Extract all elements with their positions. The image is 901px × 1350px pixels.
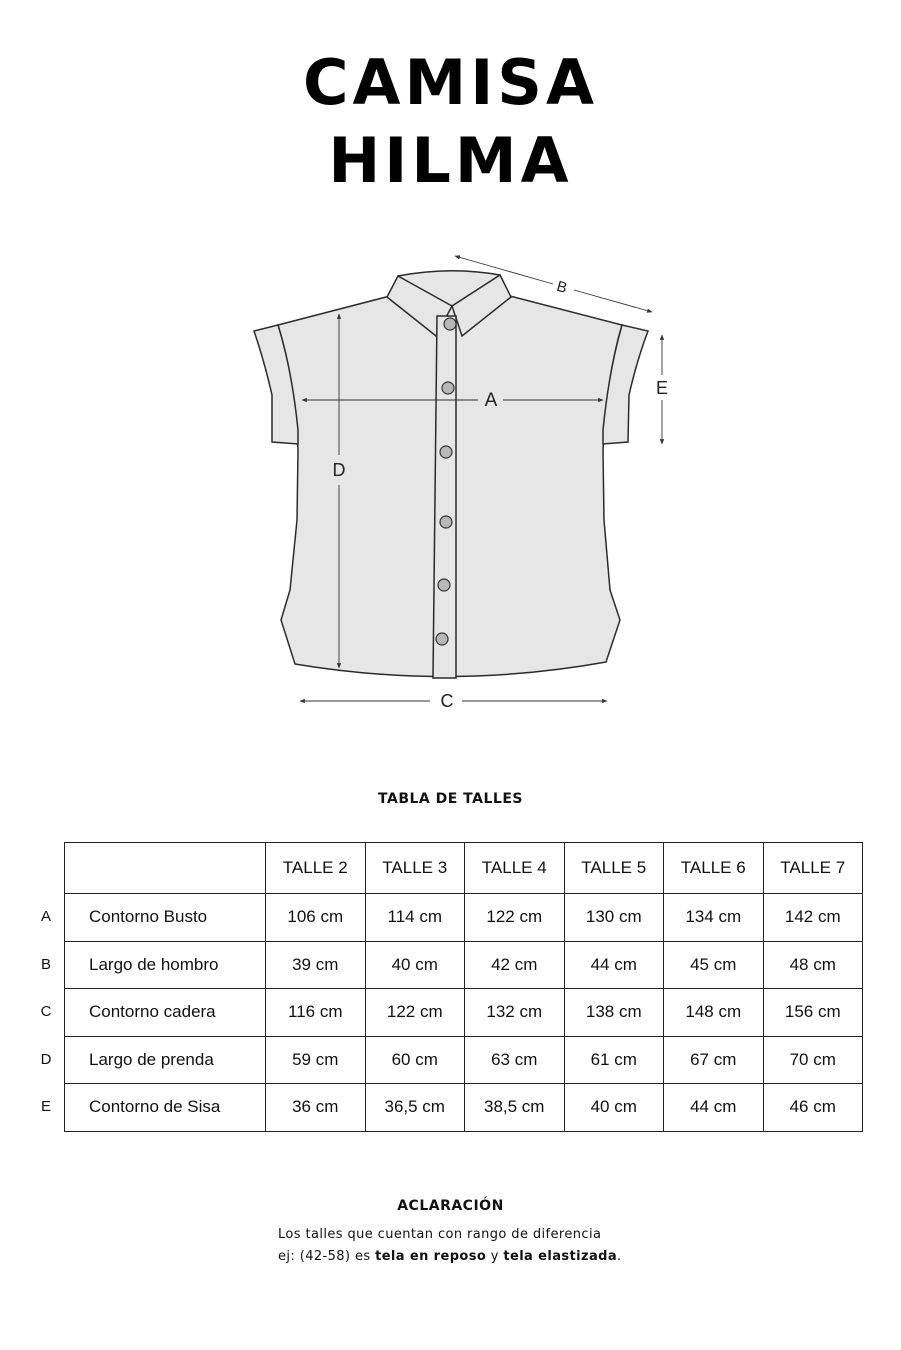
label-b: B <box>554 277 570 298</box>
row-letters <box>36 893 56 1131</box>
table-cell: 44 cm <box>664 1084 764 1132</box>
table-cell: 70 cm <box>763 1036 863 1084</box>
button <box>440 446 452 458</box>
label-c: C <box>440 691 454 711</box>
row-label: Largo de hombro <box>65 941 266 989</box>
note-suffix: . <box>617 1249 622 1264</box>
table-cell: 38,5 cm <box>465 1084 565 1132</box>
table-cell: 148 cm <box>664 989 764 1037</box>
note-title: ACLARACIÓN <box>397 1198 504 1214</box>
header-cell: TALLE 3 <box>365 843 465 894</box>
table-cell: 36 cm <box>266 1084 366 1132</box>
table-cell: 116 cm <box>266 989 366 1037</box>
note-bold-2: tela elastizada <box>503 1249 618 1264</box>
table-cell: 156 cm <box>763 989 863 1037</box>
table-cell: 138 cm <box>564 989 664 1037</box>
label-d: D <box>332 460 346 480</box>
row-letter: A <box>40 908 51 925</box>
table-cell: 142 cm <box>763 894 863 942</box>
table-row <box>65 1084 863 1132</box>
button <box>444 318 456 330</box>
row-letter: C <box>40 1003 52 1020</box>
note-bold-1: tela en reposo <box>375 1249 487 1264</box>
header-cell: TALLE 4 <box>465 843 565 894</box>
table-cell: 122 cm <box>365 989 465 1037</box>
table-cell: 40 cm <box>365 941 465 989</box>
placket <box>433 316 456 678</box>
table-cell: 61 cm <box>564 1036 664 1084</box>
row-label: Largo de prenda <box>65 1036 266 1084</box>
size-table <box>64 842 863 1132</box>
header-cell: TALLE 7 <box>763 843 863 894</box>
table-cell: 59 cm <box>266 1036 366 1084</box>
table-cell: 44 cm <box>564 941 664 989</box>
table-row <box>65 894 863 942</box>
size-table-title: TABLA DE TALLES <box>378 791 523 807</box>
title-line-2: HILMA <box>328 124 573 197</box>
note-prefix: ej: (42-58) es <box>278 1249 376 1264</box>
label-e: E <box>655 378 669 398</box>
row-label: Contorno cadera <box>65 989 266 1037</box>
table-row <box>65 989 863 1037</box>
button <box>436 633 448 645</box>
title-line-1: CAMISA <box>303 46 598 119</box>
shirt-illustration <box>0 240 901 720</box>
table-row <box>65 1036 863 1084</box>
label-a: A <box>484 390 498 411</box>
table-cell: 106 cm <box>266 894 366 942</box>
table-cell: 40 cm <box>564 1084 664 1132</box>
table-cell: 48 cm <box>763 941 863 989</box>
table-cell: 67 cm <box>664 1036 764 1084</box>
header-cell: TALLE 2 <box>266 843 366 894</box>
header-cell: TALLE 5 <box>564 843 664 894</box>
table-cell: 134 cm <box>664 894 764 942</box>
table-cell: 63 cm <box>465 1036 565 1084</box>
row-letter: B <box>40 955 51 973</box>
table-cell: 132 cm <box>465 989 565 1037</box>
table-cell: 130 cm <box>564 894 664 942</box>
table-cell: 114 cm <box>365 894 465 942</box>
button <box>440 516 452 528</box>
table-cell: 60 cm <box>365 1036 465 1084</box>
table-row <box>65 941 863 989</box>
table-cell: 46 cm <box>763 1084 863 1132</box>
table-header-row <box>65 843 863 894</box>
table-cell: 122 cm <box>465 894 565 942</box>
button <box>438 579 450 591</box>
row-letter: E <box>40 1098 51 1115</box>
button <box>442 382 454 394</box>
table-cell: 45 cm <box>664 941 764 989</box>
table-cell: 36,5 cm <box>365 1084 465 1132</box>
note-line-2 <box>278 1246 678 1268</box>
shirt-diagram <box>0 240 901 720</box>
header-cell <box>65 843 266 894</box>
note-mid: y <box>486 1249 504 1264</box>
row-letter: D <box>40 1050 52 1068</box>
row-label: Contorno Busto <box>65 894 266 942</box>
table-cell: 42 cm <box>465 941 565 989</box>
note-text <box>278 1224 678 1268</box>
page-title <box>0 44 901 200</box>
header-cell: TALLE 6 <box>664 843 764 894</box>
row-label: Contorno de Sisa <box>65 1084 266 1132</box>
table-cell: 39 cm <box>266 941 366 989</box>
arrow-b-right <box>574 290 652 312</box>
note-line-1: Los talles que cuentan con rango de diferencia <box>278 1227 602 1242</box>
